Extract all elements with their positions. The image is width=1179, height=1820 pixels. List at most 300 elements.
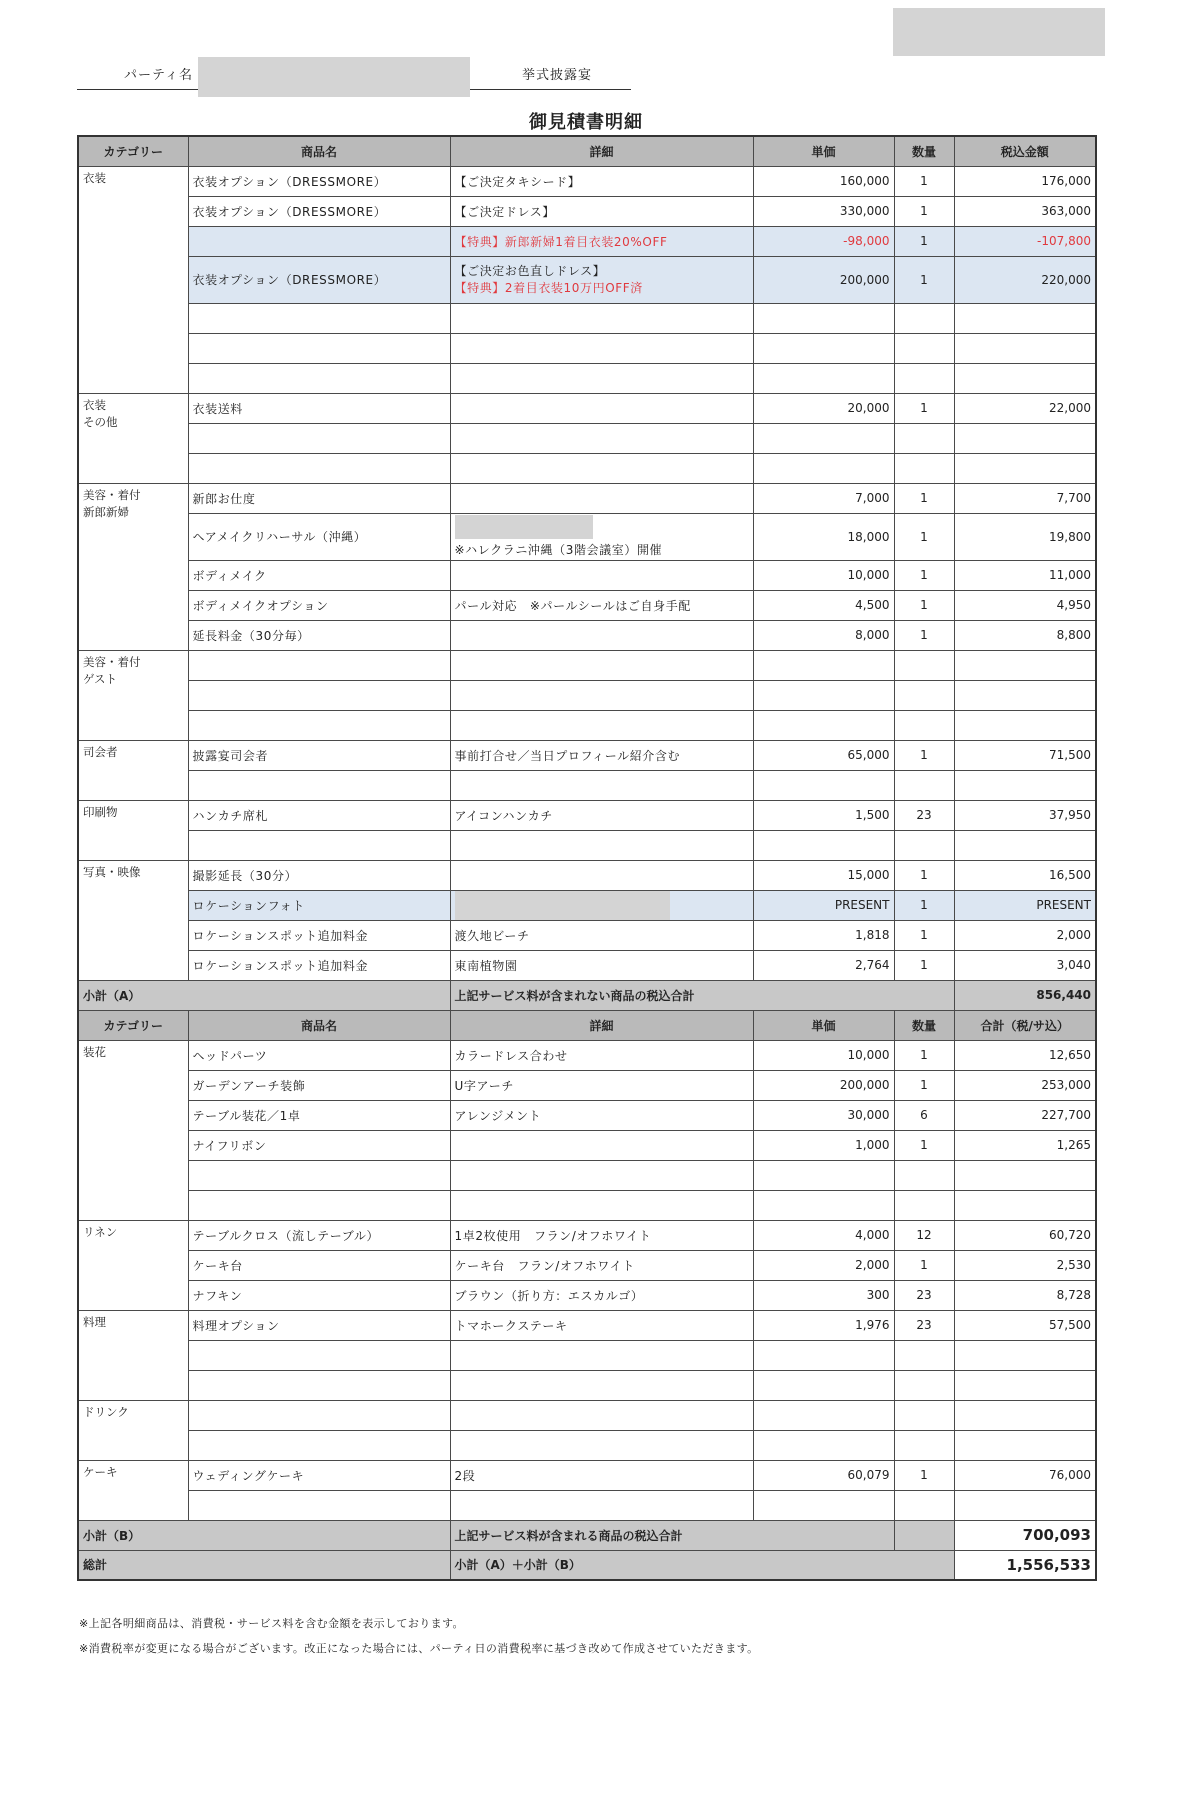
detail-cell [450,423,753,453]
detail-cell [450,620,753,650]
product-cell: ケーキ台 [188,1250,450,1280]
detail-text: ※ハレクラニ沖縄（3階会議室）開催 [454,542,663,557]
quantity-cell [894,830,954,860]
product-cell: テーブル装花／1卓 [188,1100,450,1130]
table-row [78,303,1096,333]
amount-cell: 227,700 [954,1100,1096,1130]
quantity-cell [894,1490,954,1520]
quantity-cell [894,423,954,453]
quantity-cell: 1 [894,256,954,303]
quantity-cell: 1 [894,483,954,513]
category-cell [78,650,188,740]
table-row [78,710,1096,740]
column-header: 単価 [753,1010,894,1040]
quantity-cell [894,453,954,483]
product-cell: ボディメイク [188,560,450,590]
category-label: 新郎新婦 [83,504,129,519]
table-row [78,740,1096,770]
table-row [78,590,1096,620]
detail-cell: 【ご決定ドレス】 [450,196,753,226]
unit-price-cell: 30,000 [753,1100,894,1130]
table-row [78,226,1096,256]
amount-cell [954,1190,1096,1220]
product-cell: ヘアメイクリハーサル（沖縄） [188,513,450,560]
product-cell [188,226,450,256]
quantity-cell: 1 [894,620,954,650]
table-row [78,513,1096,560]
table-row [78,1040,1096,1070]
detail-cell: ケーキ台 フラン/オフホワイト [450,1250,753,1280]
product-cell [188,303,450,333]
table-row [78,620,1096,650]
table-row [78,770,1096,800]
amount-cell: 12,650 [954,1040,1096,1070]
detail-cell [450,680,753,710]
quantity-cell: 1 [894,590,954,620]
table-header-row [78,1010,1096,1040]
column-header: 数量 [894,1010,954,1040]
category-cell [78,1400,188,1460]
amount-cell: 57,500 [954,1310,1096,1340]
document-title: 御見積書明細 [529,112,643,133]
unit-price-cell: 7,000 [753,483,894,513]
quantity-cell: 1 [894,166,954,196]
product-cell: ロケーションスポット追加料金 [188,950,450,980]
event-type: 挙式披露宴 [522,68,593,83]
category-label: 写真・映像 [83,864,141,879]
product-cell: ボディメイクオプション [188,590,450,620]
product-cell [188,453,450,483]
quantity-cell: 1 [894,226,954,256]
product-cell: 料理オプション [188,1310,450,1340]
category-cell [78,1310,188,1400]
amount-cell: 37,950 [954,800,1096,830]
detail-cell: アレンジメント [450,1100,753,1130]
table-row [78,1100,1096,1130]
product-cell [188,1490,450,1520]
product-cell [188,363,450,393]
subtotal-label: 小計（A） [78,980,450,1010]
unit-price-cell: PRESENT [753,890,894,920]
unit-price-cell [753,363,894,393]
detail-cell [450,483,753,513]
unit-price-cell [753,710,894,740]
category-label: その他 [83,414,118,429]
quantity-cell [894,1430,954,1460]
amount-cell: 22,000 [954,393,1096,423]
amount-cell [954,333,1096,363]
table-row [78,1280,1096,1310]
product-cell: ガーデンアーチ装飾 [188,1070,450,1100]
detail-cell [450,453,753,483]
table-row [78,1160,1096,1190]
product-cell [188,680,450,710]
column-header: 合計（税/サ込） [954,1010,1096,1040]
unit-price-cell [753,333,894,363]
subtotal-a-row [78,980,1096,1010]
product-cell: ウェディングケーキ [188,1460,450,1490]
category-cell [78,166,188,393]
unit-price-cell [753,830,894,860]
product-cell: ナフキン [188,1280,450,1310]
table-row [78,830,1096,860]
table-row [78,363,1096,393]
unit-price-cell: 60,079 [753,1460,894,1490]
estimate-table [77,135,1097,1581]
amount-cell: -107,800 [954,226,1096,256]
category-cell [78,1040,188,1220]
estimate-content [77,135,1095,1665]
amount-cell: PRESENT [954,890,1096,920]
category-label: 美容・着付 [83,654,141,669]
table-row [78,650,1096,680]
table-row [78,1250,1096,1280]
quantity-cell: 1 [894,1040,954,1070]
category-cell [78,1460,188,1520]
quantity-cell: 1 [894,860,954,890]
detail-cell [450,830,753,860]
product-cell [188,1400,450,1430]
detail-text: 【ご決定お色直しドレス】 [454,263,606,278]
footnote: ※上記各明細商品は、消費税・サービス料を含む金額を表示しております。 [79,1617,464,1630]
table-row [78,1070,1096,1100]
product-cell: 衣装オプション（DRESSMORE） [188,196,450,226]
product-cell [188,1160,450,1190]
product-cell: 延長料金（30分毎） [188,620,450,650]
redaction-box [893,8,1105,56]
table-row [78,950,1096,980]
footnotes [79,1615,1095,1665]
unit-price-cell [753,1340,894,1370]
product-cell [188,333,450,363]
column-header: 単価 [753,136,894,166]
amount-cell: 7,700 [954,483,1096,513]
detail-cell [450,1160,753,1190]
category-label: 美容・着付 [83,487,141,502]
table-row [78,1340,1096,1370]
amount-cell [954,423,1096,453]
quantity-cell [894,680,954,710]
table-row [78,560,1096,590]
category-cell [78,800,188,860]
column-header: カテゴリー [78,1010,188,1040]
detail-cell [450,513,753,560]
amount-cell [954,363,1096,393]
unit-price-cell [753,1490,894,1520]
amount-cell: 19,800 [954,513,1096,560]
unit-price-cell: 10,000 [753,560,894,590]
subtotal-amount: 700,093 [954,1520,1096,1550]
unit-price-cell: 4,000 [753,1220,894,1250]
detail-cell: パール対応 ※パールシールはご自身手配 [450,590,753,620]
quantity-cell: 1 [894,920,954,950]
detail-cell: 【特典】新郎新婦1着目衣装20%OFF [450,226,753,256]
unit-price-cell [753,303,894,333]
quantity-cell [894,710,954,740]
footnote: ※消費税率が変更になる場合がございます。改正になった場合には、パーティ日の消費税率に基づき改めて作成させていただきます。 [79,1642,759,1655]
table-row [78,333,1096,363]
amount-cell: 71,500 [954,740,1096,770]
product-cell: ナイフリボン [188,1130,450,1160]
column-header: 詳細 [450,136,753,166]
detail-cell [450,710,753,740]
detail-cell: ブラウン（折り方：エスカルゴ） [450,1280,753,1310]
detail-note: 【特典】2着目衣装10万円OFF済 [454,280,643,295]
amount-cell: 8,800 [954,620,1096,650]
detail-cell: 2段 [450,1460,753,1490]
product-cell: 撮影延長（30分） [188,860,450,890]
detail-cell [450,1190,753,1220]
amount-cell: 176,000 [954,166,1096,196]
quantity-cell [894,333,954,363]
subtotal-description: 小計（A）＋小計（B） [450,1550,954,1580]
subtotal-spacer [894,1520,954,1550]
subtotal-label: 総計 [78,1550,450,1580]
unit-price-cell: 2,000 [753,1250,894,1280]
estimate-table-body [78,136,1096,1580]
unit-price-cell: 18,000 [753,513,894,560]
unit-price-cell [753,1190,894,1220]
table-row [78,890,1096,920]
detail-cell: 1卓2枚使用 フラン/オフホワイト [450,1220,753,1250]
amount-cell [954,830,1096,860]
amount-cell: 1,265 [954,1130,1096,1160]
table-row [78,393,1096,423]
category-cell [78,1220,188,1310]
category-label: ケーキ [83,1464,118,1479]
unit-price-cell: 8,000 [753,620,894,650]
amount-cell: 3,040 [954,950,1096,980]
subtotal-label: 小計（B） [78,1520,450,1550]
unit-price-cell: 1,976 [753,1310,894,1340]
party-name-redaction [198,57,470,97]
amount-cell: 253,000 [954,1070,1096,1100]
quantity-cell [894,1160,954,1190]
quantity-cell [894,303,954,333]
quantity-cell: 23 [894,1280,954,1310]
category-label: 装花 [83,1044,106,1059]
product-cell: 新郎お仕度 [188,483,450,513]
category-label: 司会者 [83,744,118,759]
unit-price-cell [753,1370,894,1400]
quantity-cell [894,1370,954,1400]
subtotal-amount: 1,556,533 [954,1550,1096,1580]
table-row [78,1190,1096,1220]
subtotal-amount: 856,440 [954,980,1096,1010]
category-cell [78,860,188,980]
detail-cell [450,1400,753,1430]
quantity-cell: 1 [894,890,954,920]
table-row [78,483,1096,513]
quantity-cell [894,1400,954,1430]
unit-price-cell: -98,000 [753,226,894,256]
quantity-cell: 1 [894,196,954,226]
detail-cell [450,393,753,423]
product-cell: ヘッドパーツ [188,1040,450,1070]
unit-price-cell [753,1430,894,1460]
table-row [78,1400,1096,1430]
quantity-cell: 1 [894,1460,954,1490]
quantity-cell: 6 [894,1100,954,1130]
table-row [78,920,1096,950]
product-cell: ロケーションスポット追加料金 [188,920,450,950]
amount-cell [954,1430,1096,1460]
column-header: 税込金額 [954,136,1096,166]
table-row [78,196,1096,226]
amount-cell [954,1490,1096,1520]
amount-cell [954,680,1096,710]
unit-price-cell: 200,000 [753,1070,894,1100]
quantity-cell: 1 [894,950,954,980]
amount-cell: 220,000 [954,256,1096,303]
product-cell [188,423,450,453]
detail-cell [450,1370,753,1400]
column-header: 数量 [894,136,954,166]
unit-price-cell [753,423,894,453]
table-row [78,1430,1096,1460]
unit-price-cell: 2,764 [753,950,894,980]
amount-cell [954,650,1096,680]
quantity-cell [894,650,954,680]
product-cell: ハンカチ席札 [188,800,450,830]
category-label: ドリンク [83,1404,129,1419]
product-cell [188,1340,450,1370]
category-label: ゲスト [83,671,118,686]
detail-cell [450,1340,753,1370]
detail-cell: アイコンハンカチ [450,800,753,830]
unit-price-cell: 65,000 [753,740,894,770]
table-row [78,423,1096,453]
unit-price-cell: 1,500 [753,800,894,830]
amount-cell [954,710,1096,740]
amount-cell [954,1160,1096,1190]
amount-cell [954,1370,1096,1400]
redaction-box [455,891,670,920]
category-label: 衣装 [83,170,106,185]
amount-cell [954,453,1096,483]
amount-cell: 16,500 [954,860,1096,890]
detail-cell [450,1490,753,1520]
unit-price-cell [753,770,894,800]
product-cell: ロケーションフォト [188,890,450,920]
amount-cell: 8,728 [954,1280,1096,1310]
detail-cell [450,1130,753,1160]
product-cell [188,650,450,680]
quantity-cell: 1 [894,560,954,590]
table-row [78,1130,1096,1160]
unit-price-cell: 160,000 [753,166,894,196]
column-header: 商品名 [188,1010,450,1040]
unit-price-cell: 4,500 [753,590,894,620]
product-cell: 衣装送料 [188,393,450,423]
quantity-cell: 12 [894,1220,954,1250]
detail-cell [450,860,753,890]
category-label: 衣装 [83,397,106,412]
table-row [78,1460,1096,1490]
party-name-label: パーティ名 [124,68,193,83]
subtotal-description: 上記サービス料が含まれる商品の税込合計 [450,1520,894,1550]
product-cell [188,710,450,740]
amount-cell: 363,000 [954,196,1096,226]
amount-cell: 76,000 [954,1460,1096,1490]
category-cell [78,740,188,800]
detail-cell [450,333,753,363]
table-row [78,680,1096,710]
amount-cell [954,1340,1096,1370]
product-cell [188,1370,450,1400]
detail-cell: 【ご決定タキシード】 [450,166,753,196]
unit-price-cell: 300 [753,1280,894,1310]
table-row [78,166,1096,196]
quantity-cell [894,363,954,393]
column-header: 商品名 [188,136,450,166]
table-row [78,860,1096,890]
quantity-cell [894,1190,954,1220]
quantity-cell [894,770,954,800]
table-row [78,256,1096,303]
category-label: 料理 [83,1314,106,1329]
redaction-box [455,515,593,539]
detail-cell: カラードレス合わせ [450,1040,753,1070]
detail-cell: 東南植物園 [450,950,753,980]
product-cell [188,770,450,800]
amount-cell: 60,720 [954,1220,1096,1250]
column-header: カテゴリー [78,136,188,166]
unit-price-cell: 10,000 [753,1040,894,1070]
product-cell: 披露宴司会者 [188,740,450,770]
unit-price-cell: 1,000 [753,1130,894,1160]
quantity-cell [894,1340,954,1370]
amount-cell: 11,000 [954,560,1096,590]
product-cell: テーブルクロス（流しテーブル） [188,1220,450,1250]
detail-cell: U字アーチ [450,1070,753,1100]
detail-cell [450,1430,753,1460]
column-header: 詳細 [450,1010,753,1040]
amount-cell [954,1400,1096,1430]
product-cell: 衣装オプション（DRESSMORE） [188,166,450,196]
detail-cell: 渡久地ビーチ [450,920,753,950]
detail-cell: トマホークステーキ [450,1310,753,1340]
quantity-cell: 1 [894,513,954,560]
event-type-underline [472,89,631,90]
table-row [78,800,1096,830]
unit-price-cell: 15,000 [753,860,894,890]
table-row [78,1220,1096,1250]
product-cell [188,830,450,860]
amount-cell [954,303,1096,333]
amount-cell: 2,530 [954,1250,1096,1280]
amount-cell: 2,000 [954,920,1096,950]
table-row [78,1310,1096,1340]
unit-price-cell [753,1400,894,1430]
unit-price-cell: 1,818 [753,920,894,950]
category-cell [78,393,188,483]
table-row [78,453,1096,483]
unit-price-cell [753,680,894,710]
unit-price-cell: 200,000 [753,256,894,303]
quantity-cell: 1 [894,740,954,770]
product-cell: 衣装オプション（DRESSMORE） [188,256,450,303]
detail-cell: 事前打合せ／当日プロフィール紹介含む [450,740,753,770]
category-label: リネン [83,1224,118,1239]
detail-cell [450,890,753,920]
unit-price-cell: 330,000 [753,196,894,226]
detail-cell [450,363,753,393]
unit-price-cell: 20,000 [753,393,894,423]
detail-cell [450,770,753,800]
amount-cell: 4,950 [954,590,1096,620]
unit-price-cell [753,453,894,483]
